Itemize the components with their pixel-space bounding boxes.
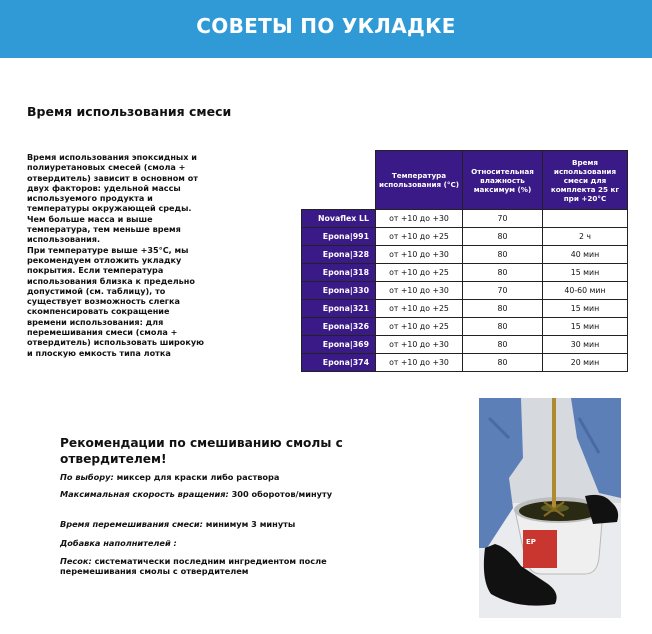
product-name: Novaflex LL — [302, 210, 376, 228]
recommendation-item — [60, 489, 340, 499]
pot-life-cell: 15 мин — [543, 300, 628, 318]
pot-life-cell: 40-60 мин — [543, 282, 628, 300]
intro-line: существует возможность слегка — [27, 296, 180, 307]
intro-line: При температуре выше +35°С, мы — [27, 244, 189, 255]
temperature-cell: от +10 до +25 — [376, 318, 463, 336]
intro-line: полиуретановых смесей (смола + — [27, 162, 186, 173]
humidity-cell: 80 — [463, 264, 543, 282]
humidity-cell: 80 — [463, 354, 543, 372]
humidity-cell: 80 — [463, 318, 543, 336]
humidity-cell: 80 — [463, 228, 543, 246]
header-temperature: Температура использования (°С) — [376, 151, 463, 210]
temperature-cell: от +10 до +30 — [376, 246, 463, 264]
recommendation-item — [60, 519, 340, 529]
header-pot-life: Время использования смеси для комплекта 25 кг при +20°С — [543, 151, 628, 210]
table-row — [302, 228, 628, 246]
table-row — [302, 318, 628, 336]
product-name: Epona|321 — [302, 300, 376, 318]
table-row — [302, 282, 628, 300]
recommendation-text: систематически последним ингредиентом после перемешивания смолы с отвердителем — [60, 556, 327, 577]
product-name: Epona|330 — [302, 282, 376, 300]
header-banner — [0, 0, 652, 58]
usage-time-table — [301, 150, 628, 372]
table-row — [302, 300, 628, 318]
pot-life-cell: 15 мин — [543, 264, 628, 282]
recommendation-label: Песок: — [60, 556, 92, 566]
intro-line: скомпенсировать сокращение — [27, 306, 170, 317]
recommendation-label: Добавка наполнителей : — [60, 538, 177, 548]
intro-line: и плоскую емкость типа лотка — [27, 347, 171, 358]
intro-line: отвердитель) использовать широкую — [27, 337, 205, 348]
product-name: Epona|369 — [302, 336, 376, 354]
pot-life-cell — [543, 210, 628, 228]
recommendation-item — [60, 538, 340, 548]
bucket-label-mark: EP — [526, 538, 536, 546]
page-title: СОВЕТЫ ПО УКЛАДКЕ — [196, 14, 456, 38]
temperature-cell: от +10 до +25 — [376, 300, 463, 318]
recommendation-item — [60, 472, 340, 482]
recommendation-item — [60, 556, 340, 577]
pot-life-cell: 40 мин — [543, 246, 628, 264]
recommendation-text: 300 оборотов/минуту — [228, 489, 333, 499]
temperature-cell: от +10 до +30 — [376, 336, 463, 354]
recommendation-label: Максимальная скорость вращения: — [60, 489, 229, 499]
product-name: Epona|991 — [302, 228, 376, 246]
recommendation-label: Время перемешивания смеси: — [60, 519, 203, 529]
intro-line: рекомендуем отложить укладку — [27, 254, 182, 265]
table-row — [302, 210, 628, 228]
humidity-cell: 70 — [463, 282, 543, 300]
table-row — [302, 354, 628, 372]
intro-line: использования. — [27, 234, 101, 245]
product-name: Epona|318 — [302, 264, 376, 282]
product-name: Epona|328 — [302, 246, 376, 264]
mixing-bucket-photo — [479, 398, 621, 618]
intro-text — [27, 152, 259, 358]
intro-line: перемешивания смеси (смола + — [27, 327, 178, 338]
table-row — [302, 264, 628, 282]
recommendation-text: минимум 3 минуты — [202, 519, 296, 529]
bucket-label — [523, 530, 557, 568]
intro-line: времени использования: для — [27, 316, 164, 327]
intro-line: допустимой (см. таблицу), то — [27, 285, 166, 296]
header-corner — [302, 151, 376, 210]
temperature-cell: от +10 до +30 — [376, 282, 463, 300]
intro-line: Чем больше масса и выше — [27, 213, 153, 224]
recommendation-text: миксер для краски либо раствора — [113, 472, 280, 482]
humidity-cell: 80 — [463, 336, 543, 354]
humidity-cell: 80 — [463, 246, 543, 264]
table-row — [302, 336, 628, 354]
pot-life-cell: 20 мин — [543, 354, 628, 372]
intro-line: используемого продукта и — [27, 193, 153, 204]
pot-life-cell: 30 мин — [543, 336, 628, 354]
intro-line: температуры окружающей среды. — [27, 203, 192, 214]
section-title: Время использования смеси — [27, 104, 232, 119]
intro-line: покрытия. Если температура — [27, 265, 164, 276]
table-header-row — [302, 151, 628, 210]
product-name: Epona|374 — [302, 354, 376, 372]
humidity-cell: 80 — [463, 300, 543, 318]
temperature-cell: от +10 до +25 — [376, 264, 463, 282]
temperature-cell: от +10 до +30 — [376, 354, 463, 372]
intro-line: Время использования эпоксидных и — [27, 152, 197, 162]
intro-line: двух факторов: удельной массы — [27, 182, 181, 193]
pot-life-cell: 2 ч — [543, 228, 628, 246]
humidity-cell: 70 — [463, 210, 543, 228]
recommendations-title: Рекомендации по смешиванию смолы с отвердителем! — [60, 436, 343, 466]
intro-line: температура, тем меньше время — [27, 224, 181, 235]
table-row — [302, 246, 628, 264]
pot-life-cell: 15 мин — [543, 318, 628, 336]
intro-line: использования близка к предельно — [27, 275, 195, 286]
intro-line: отвердитель) зависит в основном от — [27, 172, 198, 183]
temperature-cell: от +10 до +30 — [376, 210, 463, 228]
header-humidity: Относительная влажность максимум (%) — [463, 151, 543, 210]
temperature-cell: от +10 до +25 — [376, 228, 463, 246]
mixer-rod — [552, 398, 556, 508]
product-name: Epona|326 — [302, 318, 376, 336]
recommendation-label: По выбору: — [60, 472, 114, 482]
